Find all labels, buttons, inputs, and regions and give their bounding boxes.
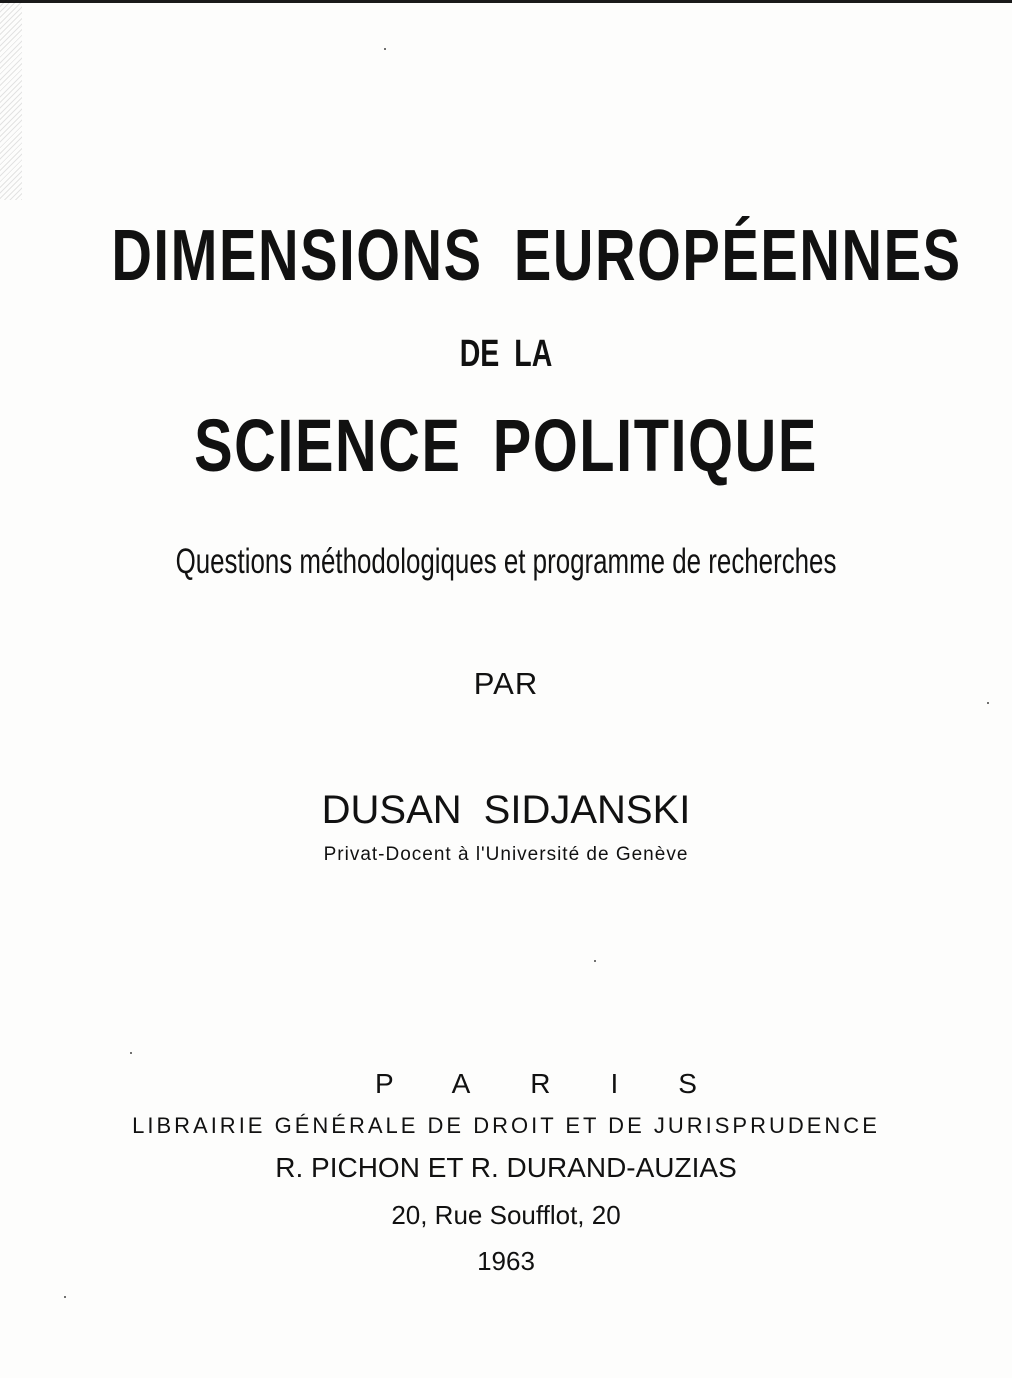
- imprint-publisher: LIBRAIRIE GÉNÉRALE DE DROIT ET DE JURISPRUDENCE: [132, 1113, 880, 1138]
- scan-speck: [130, 1052, 132, 1054]
- scan-speck: [987, 702, 989, 704]
- scan-speck: [384, 48, 386, 50]
- title-word-la: LA: [514, 333, 553, 375]
- author-name: [0, 784, 1012, 836]
- imprint-address: 20, Rue Soufflot, 20: [391, 1200, 621, 1230]
- author-first-name: DUSAN: [321, 788, 462, 832]
- title-word-science: SCIENCE: [194, 404, 462, 487]
- imprint-year: 1963: [477, 1246, 535, 1276]
- title-word-europeennes: EUROPÉENNES: [513, 216, 962, 296]
- scan-speck: [64, 1296, 66, 1298]
- title-line-3: [111, 398, 900, 494]
- title-line-1: [111, 208, 962, 304]
- scan-speck: [594, 960, 596, 962]
- imprint-city: PARIS: [375, 1068, 757, 1099]
- title-word-de: DE: [459, 333, 500, 375]
- title-line-2: [127, 328, 886, 380]
- imprint-printers: R. PICHON ET R. DURAND-AUZIAS: [275, 1152, 737, 1183]
- title-word-politique: POLITIQUE: [492, 404, 818, 487]
- by-label: PAR: [473, 666, 539, 701]
- top-edge-rule: [0, 0, 1012, 3]
- author-affiliation: Privat-Docent à l'Université de Genève: [323, 844, 689, 865]
- author-last-name: SIDJANSKI: [483, 788, 691, 832]
- title-word-dimensions: DIMENSIONS: [111, 216, 483, 296]
- scan-corner-noise: [0, 0, 22, 200]
- subtitle: Questions méthodologiques et programme de recherches: [175, 542, 837, 581]
